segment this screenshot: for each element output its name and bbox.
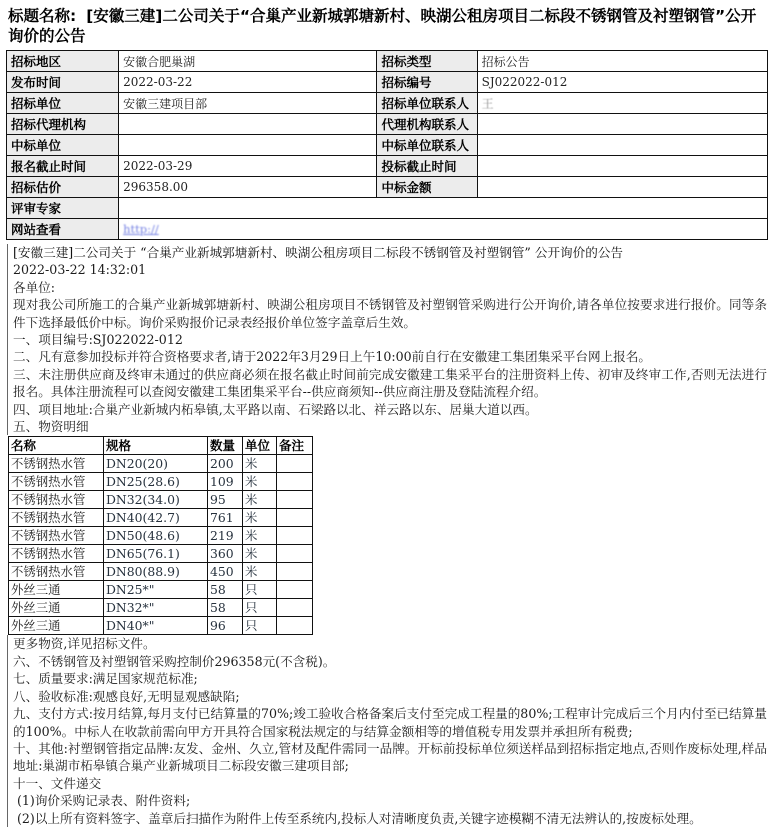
info-value-right	[477, 114, 767, 135]
materials-cell-unit: 米	[243, 491, 277, 509]
materials-cell-spec: DN25(28.6)	[104, 473, 208, 491]
tail-item-6: 六、不锈钢管及衬塑钢管采购控制价296358元(不含税)。	[13, 653, 336, 669]
info-label-right: 投标截止时间	[377, 156, 477, 177]
info-label-right: 中标单位联系人	[377, 135, 477, 156]
materials-cell-note	[277, 545, 313, 563]
materials-cell-name: 外丝三通	[9, 599, 104, 617]
info-label-left: 招标估价	[7, 177, 119, 198]
info-label-left: 招标地区	[7, 51, 119, 72]
materials-cell-spec: DN25*"	[104, 581, 208, 599]
table-row	[9, 527, 313, 545]
body-item-3: 三、未注册供应商及终审未通过的供应商必须在报名截止时间前完成安徽建工集采平台的注册资料上传、初审及终审工作,否则无法进行报名。具体注册流程可以查阅安徽建工集团集采平台--供应商须知--供应商注册及登陆流程介绍。	[13, 366, 767, 400]
tail-item-8: 八、验收标准:观感良好,无明显观感缺陷;	[13, 688, 240, 704]
materials-cell-note	[277, 581, 313, 599]
info-label-right: 中标金额	[377, 177, 477, 198]
info-label-left: 发布时间	[7, 72, 119, 93]
body-item-2: 二、凡有意参加投标并符合资格要求者,请于2022年3月29日上午10:00前自行在安徽建工集团集采平台网上报名。	[13, 349, 651, 365]
materials-cell-note	[277, 509, 313, 527]
materials-cell-spec: DN50(48.6)	[104, 527, 208, 545]
materials-cell-note	[277, 617, 313, 635]
body-item-5: 五、物资明细	[13, 419, 89, 435]
info-row-full	[7, 219, 768, 240]
table-row	[9, 563, 313, 581]
info-value-left: 2022-03-22	[119, 72, 377, 93]
info-value-right: SJ022022-012	[477, 72, 767, 93]
page-title	[0, 0, 770, 50]
website-link[interactable]: http://	[123, 222, 159, 236]
info-value-left	[119, 135, 377, 156]
materials-cell-note	[277, 491, 313, 509]
materials-cell-qty: 109	[208, 473, 243, 491]
body-salutation: 各单位:	[13, 279, 56, 295]
materials-col-header: 数量	[208, 437, 243, 455]
announcement-tail	[7, 635, 767, 826]
materials-cell-unit: 只	[243, 581, 277, 599]
info-row	[7, 114, 768, 135]
materials-cell-unit: 米	[243, 563, 277, 581]
info-label-left: 报名截止时间	[7, 156, 119, 177]
materials-cell-qty: 95	[208, 491, 243, 509]
materials-cell-qty: 96	[208, 617, 243, 635]
body-timestamp: 2022-03-22 14:32:01	[13, 262, 147, 278]
info-label-left: 中标单位	[7, 135, 119, 156]
tail-item-9: 九、支付方式:按月结算,每月支付已结算量的70%;竣工验收合格备案后支付至完成工程量的80%;工程审计完成后三个月内付至已结算量的100%。中标人在收款前需向甲方开具符合国家税法规定的与结算金额相等的增值税专用发票并承担所有税费;	[13, 706, 767, 739]
tail-item-11: 十一、文件递交	[13, 775, 102, 791]
body-item-4: 四、项目地址:合巢产业新城内柘皋镇,太平路以南、石梁路以北、祥云路以东、居巢大道以西。	[13, 401, 538, 417]
tail-item-11-1: (1)询价采购记录表、附件资料;	[17, 793, 191, 809]
tender-info-table	[6, 50, 768, 240]
title-text: [安徽三建]二公司关于“合巢产业新城郭塘新村、映湖公租房项目二标段不锈钢管及衬塑钢管”公开询价的公告	[8, 7, 757, 45]
materials-cell-name: 外丝三通	[9, 617, 104, 635]
materials-cell-unit: 米	[243, 527, 277, 545]
materials-cell-qty: 761	[208, 509, 243, 527]
materials-cell-spec: DN40(42.7)	[104, 509, 208, 527]
materials-cell-spec: DN40*"	[104, 617, 208, 635]
table-row	[9, 473, 313, 491]
table-row	[9, 581, 313, 599]
body-item-1: 一、项目编号:SJ022022-012	[13, 332, 183, 348]
materials-cell-spec: DN65(76.1)	[104, 545, 208, 563]
info-value-full	[119, 198, 768, 219]
info-label-right: 代理机构联系人	[377, 114, 477, 135]
info-label-right: 招标单位联系人	[377, 93, 477, 114]
materials-table	[8, 436, 313, 635]
tail-item-7: 七、质量要求:满足国家规范标准;	[13, 671, 198, 687]
info-value-left	[119, 114, 377, 135]
info-row-full	[7, 198, 768, 219]
materials-cell-name: 不锈钢热水管	[9, 491, 104, 509]
table-row	[9, 509, 313, 527]
materials-cell-qty: 58	[208, 599, 243, 617]
materials-header-row	[9, 437, 313, 455]
materials-cell-unit: 只	[243, 599, 277, 617]
materials-cell-note	[277, 455, 313, 473]
materials-cell-spec: DN80(88.9)	[104, 563, 208, 581]
materials-cell-spec: DN20(20)	[104, 455, 208, 473]
materials-cell-name: 不锈钢热水管	[9, 527, 104, 545]
materials-cell-unit: 米	[243, 473, 277, 491]
materials-cell-qty: 450	[208, 563, 243, 581]
info-label-full: 网站查看	[7, 219, 119, 240]
info-label-left: 招标代理机构	[7, 114, 119, 135]
materials-cell-unit: 米	[243, 545, 277, 563]
title-label: 标题名称:	[8, 7, 77, 25]
materials-cell-name: 不锈钢热水管	[9, 545, 104, 563]
website-link-cell[interactable]	[119, 219, 768, 240]
info-row	[7, 51, 768, 72]
table-row	[9, 599, 313, 617]
info-value-right: 招标公告	[477, 51, 767, 72]
info-row	[7, 93, 768, 114]
info-value-right	[477, 177, 767, 198]
table-row	[9, 455, 313, 473]
tail-more-materials: 更多物资,详见招标文件。	[13, 636, 156, 652]
materials-cell-spec: DN32(34.0)	[104, 491, 208, 509]
materials-cell-unit: 米	[243, 455, 277, 473]
announcement-body	[7, 244, 767, 435]
materials-cell-note	[277, 563, 313, 581]
tail-item-11-2: (2)以上所有资料签字、盖章后扫描作为附件上传至系统内,投标人对清晰度负责,关键字迹模糊不清无法辨认的,按废标处理。	[17, 810, 702, 826]
table-row	[9, 545, 313, 563]
info-label-full: 评审专家	[7, 198, 119, 219]
info-row	[7, 156, 768, 177]
materials-cell-unit: 米	[243, 509, 277, 527]
materials-cell-note	[277, 473, 313, 491]
info-value-right	[477, 135, 767, 156]
materials-cell-name: 外丝三通	[9, 581, 104, 599]
info-value-left: 2022-03-29	[119, 156, 377, 177]
materials-col-header: 备注	[277, 437, 313, 455]
materials-cell-note	[277, 527, 313, 545]
info-row	[7, 177, 768, 198]
materials-cell-name: 不锈钢热水管	[9, 509, 104, 527]
table-row	[9, 617, 313, 635]
materials-cell-note	[277, 599, 313, 617]
info-value-left: 安徽合肥巢湖	[119, 51, 377, 72]
info-row	[7, 72, 768, 93]
materials-cell-name: 不锈钢热水管	[9, 473, 104, 491]
redacted-value: 王	[481, 96, 494, 111]
info-value-left: 安徽三建项目部	[119, 93, 377, 114]
info-value-right	[477, 156, 767, 177]
info-label-left: 招标单位	[7, 93, 119, 114]
materials-col-header: 名称	[9, 437, 104, 455]
info-value-left: 296358.00	[119, 177, 377, 198]
materials-cell-qty: 219	[208, 527, 243, 545]
materials-cell-name: 不锈钢热水管	[9, 563, 104, 581]
materials-col-header: 单位	[243, 437, 277, 455]
info-label-right: 招标编号	[377, 72, 477, 93]
body-headline: [安徽三建]二公司关于 “合巢产业新城郭塘新村、映湖公租房项目二标段不锈钢管及衬塑钢管” 公开询价的公告	[13, 245, 624, 260]
info-row	[7, 135, 768, 156]
info-label-right: 招标类型	[377, 51, 477, 72]
materials-cell-qty: 58	[208, 581, 243, 599]
tail-item-10: 十、其他:衬塑钢管指定品牌:友发、金州、久立,管材及配件需同一品牌。开标前投标单位须送样品到招标指定地点,否则作废标处理,样品地址:巢湖市柘皋镇合巢产业新城项目二标段安徽三建项目部;	[13, 740, 767, 774]
materials-cell-qty: 200	[208, 455, 243, 473]
materials-cell-qty: 360	[208, 545, 243, 563]
materials-cell-spec: DN32*"	[104, 599, 208, 617]
materials-cell-name: 不锈钢热水管	[9, 455, 104, 473]
info-value-right	[477, 93, 767, 114]
materials-cell-unit: 只	[243, 617, 277, 635]
materials-col-header: 规格	[104, 437, 208, 455]
body-intro: 现对我公司所施工的合巢产业新城郭塘新村、映湖公租房项目不锈钢管及衬塑钢管采购进行公开询价,请各单位按要求进行报价。同等条件下选择最低价中标。询价采购报价记录表经报价单位签字盖章后生效。	[13, 297, 767, 330]
table-row	[9, 491, 313, 509]
